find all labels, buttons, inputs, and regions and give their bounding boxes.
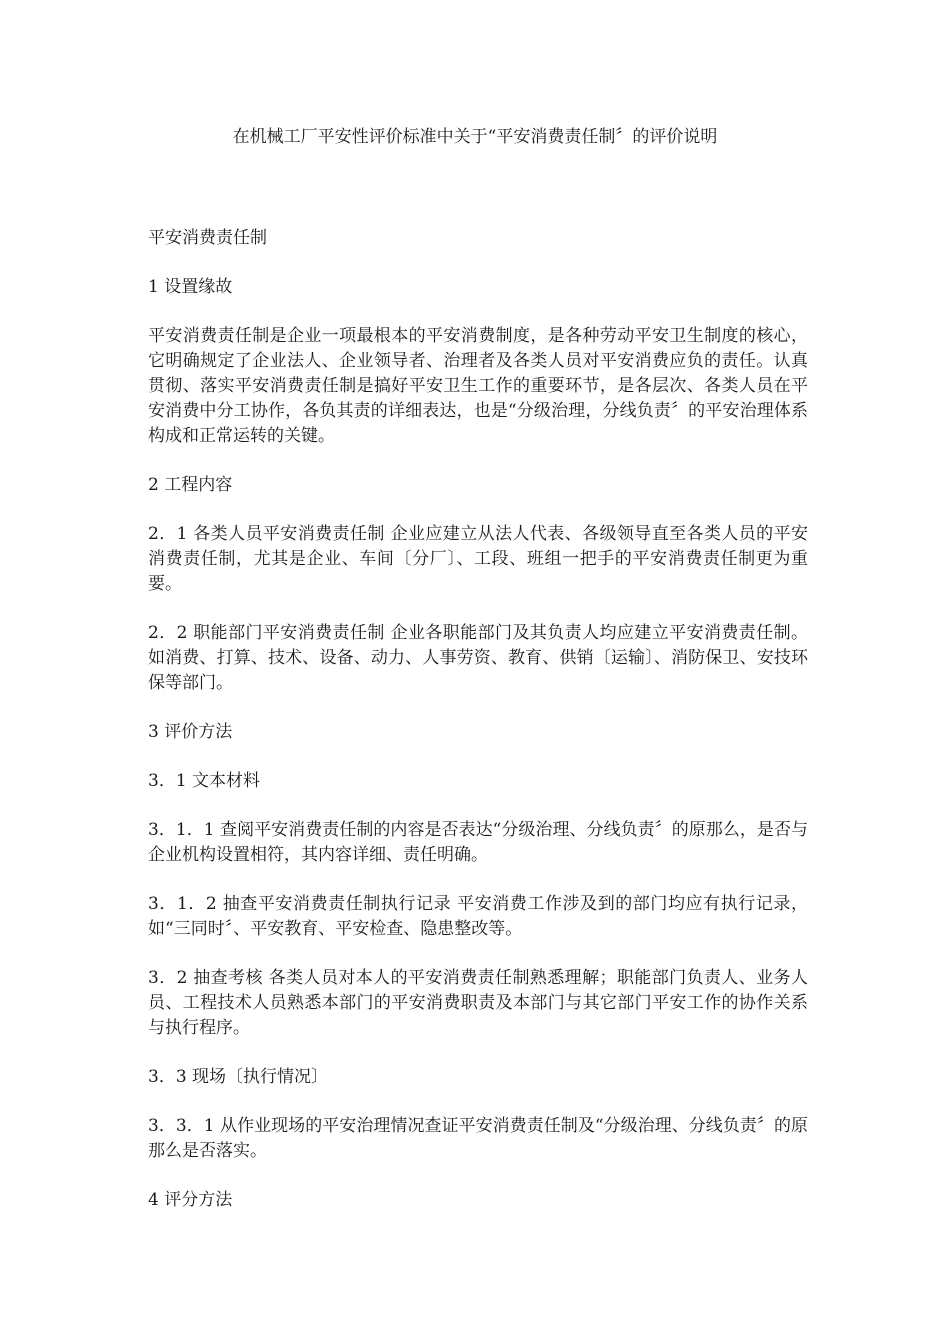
document-title: 在机械工厂平安性评价标准中关于“平安消费责任制〞的评价说明 [232, 127, 718, 147]
section-heading-responsibility: 平安消费责任制 [148, 228, 267, 248]
paragraph-3-2: 3．2 抽查考核 各类人员对本人的平安消费责任制熟悉理解；职能部门负责人、业务人员、工程技术人员熟悉本部门的平安消费职责及本部门与其它部门平安工作的协作关系与执行程序。 [148, 968, 808, 1038]
section-heading-3: 3 评价方法 [148, 722, 233, 742]
paragraph-1: 平安消费责任制是企业一项最根本的平安消费制度，是各种劳动平安卫生制度的核心，它明确规定了企业法人、企业领导者、治理者及各类人员对平安消费应负的责任。认真贯彻、落实平安消费责任制是搞好平安卫生工作的重要环节，是各层次、各类人员在平安消费中分工协作，各负其责的详细表达，也是“分级治理，分线负责〞的平安治理体系构成和正常运转的关键。 [148, 326, 808, 446]
paragraph-3-1-2: 3．1．2 抽查平安消费责任制执行记录 平安消费工作涉及到的部门均应有执行记录，如“三同时〞、平安教育、平安检查、隐患整改等。 [148, 894, 808, 939]
paragraph-2-2: 2．2 职能部门平安消费责任制 企业各职能部门及其负责人均应建立平安消费责任制。如消费、打算、技术、设备、动力、人事劳资、教育、供销〔运输〕、消防保卫、安技环保等部门。 [148, 623, 808, 693]
subsection-heading-3-1: 3．1 文本材料 [148, 771, 261, 791]
document-body [148, 226, 808, 1237]
section-heading-2: 2 工程内容 [148, 475, 233, 495]
paragraph-3-1-1: 3．1．1 查阅平安消费责任制的内容是否表达“分级治理、分线负责〞的原那么，是否与企业机构设置相符，其内容详细、责任明确。 [148, 820, 808, 865]
paragraph-2-1: 2．1 各类人员平安消费责任制 企业应建立从法人代表、各级领导直至各类人员的平安消费责任制，尤其是企业、车间〔分厂〕、工段、班组一把手的平安消费责任制更为重要。 [148, 524, 808, 594]
paragraph-3-3-1: 3．3．1 从作业现场的平安治理情况查证平安消费责任制及“分级治理、分线负责〞的原那么是否落实。 [148, 1116, 808, 1161]
section-heading-1: 1 设置缘故 [148, 277, 233, 297]
section-heading-4: 4 评分方法 [148, 1190, 233, 1210]
subsection-heading-3-3: 3．3 现场〔执行情况〕 [148, 1067, 329, 1087]
